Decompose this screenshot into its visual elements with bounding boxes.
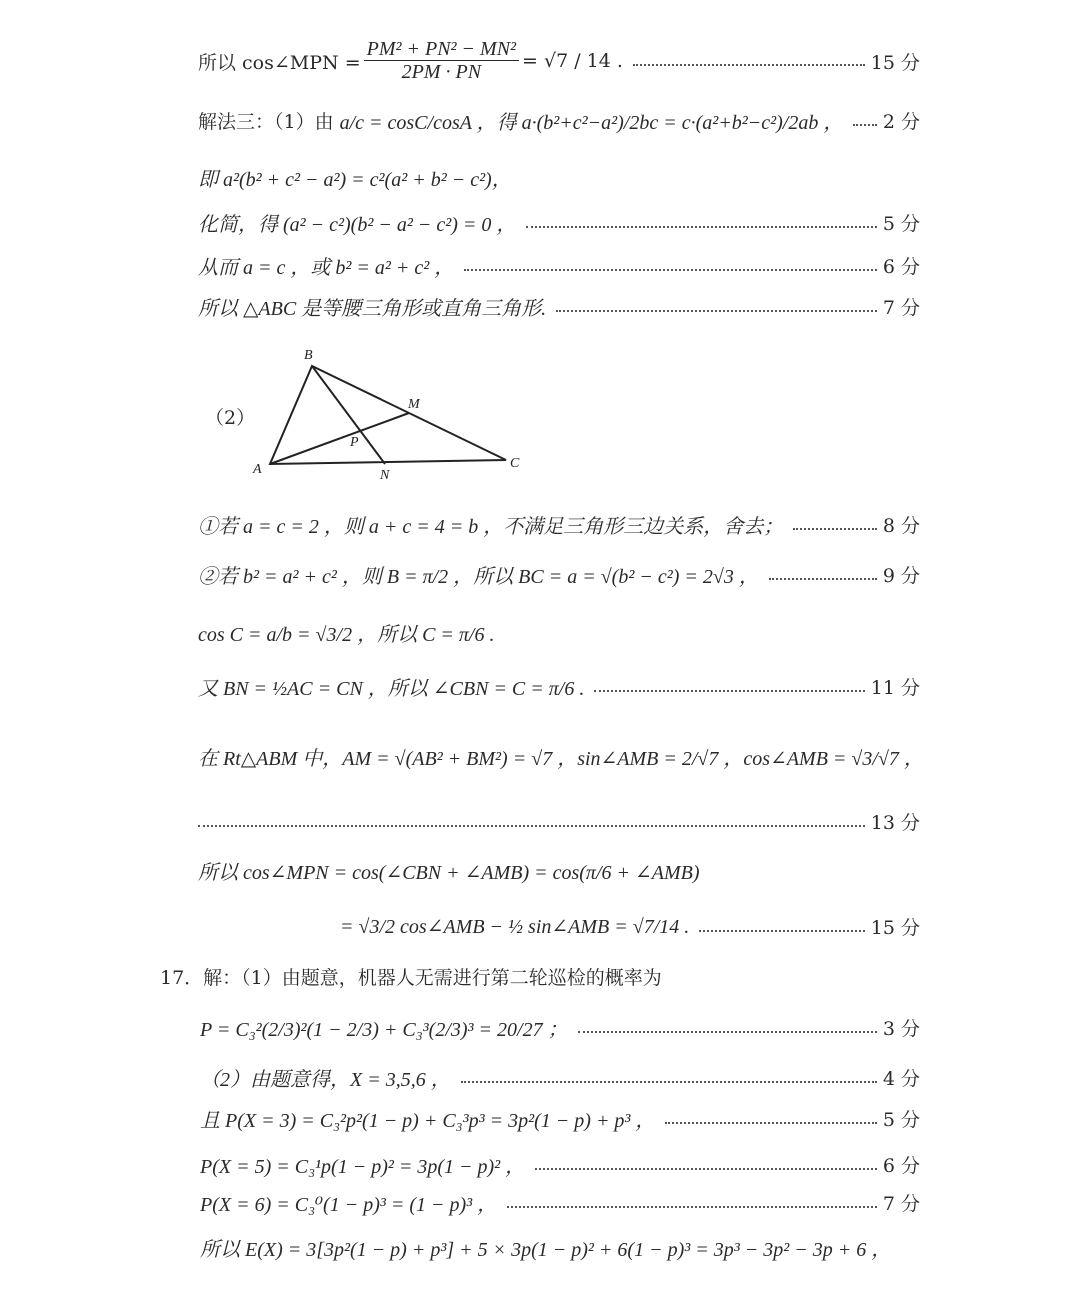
formula-line xyxy=(200,1233,960,1262)
formula-text: 所以 △ABC 是等腰三角形或直角三角形. xyxy=(198,298,547,320)
formula-line xyxy=(198,38,920,84)
score: 7 分 xyxy=(882,297,920,319)
formula-line xyxy=(198,618,920,647)
formula-line xyxy=(200,1150,920,1179)
triangle-diagram xyxy=(200,340,540,490)
formula-line xyxy=(198,856,920,885)
formula-text: a/c = cosC/cosA ，得 a·(b²+c²−a²)/2bc = c·(a²+b²−c²)/2ab ， xyxy=(339,112,844,134)
leader-dots xyxy=(699,930,865,932)
formula-text: 即 a²(b² + c² − a²) = c²(a² + b² − c²)， xyxy=(198,169,512,191)
score: 9 分 xyxy=(882,565,920,587)
point-a-label: A xyxy=(253,462,262,477)
formula-text: ①若 a = c = 2 ，则 a + c = 4 = b ，不满足三角形三边关系，舍去； xyxy=(198,516,784,538)
leader-dots xyxy=(464,269,877,271)
formula-line xyxy=(200,1188,920,1217)
score: 8 分 xyxy=(882,515,920,537)
leader-dots xyxy=(198,825,865,827)
formula-line xyxy=(200,1104,920,1133)
leader-dots xyxy=(461,1081,877,1083)
formula-text: 化简，得 (a² − c²)(b² − a² − c²) = 0 ， xyxy=(198,214,517,236)
point-b-label: B xyxy=(304,348,313,363)
formula-text: ②若 b² = a² + c² ，则 B = π/2 ，所以 BC = a = √(b² − c²) = 2√3 ， xyxy=(198,566,759,588)
leader-dots xyxy=(793,528,877,530)
formula-text: 所以 cos∠MPN = cos(∠CBN + ∠AMB) = cos(π/6 + ∠AMB) xyxy=(198,862,700,884)
leader-dots xyxy=(853,124,877,126)
leader-dots xyxy=(526,226,877,228)
score: 4 分 xyxy=(882,1068,920,1090)
part-label: （2） xyxy=(205,407,256,429)
score: 7 分 xyxy=(882,1193,920,1215)
formula-line xyxy=(198,808,920,835)
point-p-label: P xyxy=(350,435,359,450)
score: 15 分 xyxy=(870,917,920,939)
leader-dots xyxy=(665,1122,876,1124)
segment-bn xyxy=(312,366,385,464)
score: 2 分 xyxy=(882,111,920,133)
formula-text: （2）由题意得，X = 3,5,6 ， xyxy=(200,1069,451,1091)
formula-text: 又 BN = ½AC = CN ，所以 ∠CBN = C = π/6 . xyxy=(198,678,585,700)
score: 15 分 xyxy=(870,51,920,74)
score: 3 分 xyxy=(882,1018,920,1040)
formula-line xyxy=(198,672,920,701)
score: 6 分 xyxy=(882,1155,920,1177)
score: 5 分 xyxy=(882,213,920,235)
point-m-label: M xyxy=(408,397,420,412)
formula-line xyxy=(198,208,920,237)
formula-line xyxy=(198,163,920,192)
formula-line xyxy=(198,292,920,321)
formula-line xyxy=(198,742,930,771)
formula-line xyxy=(198,106,920,135)
leader-dots xyxy=(507,1206,877,1208)
formula-line xyxy=(200,1063,920,1092)
formula-text: 从而 a = c ，或 b² = a² + c² ， xyxy=(198,257,455,279)
triangle-abc xyxy=(270,366,506,464)
formula-line xyxy=(198,251,920,280)
leader-dots xyxy=(594,690,864,692)
formula-line xyxy=(198,560,920,589)
formula-line xyxy=(340,913,920,940)
segment-am xyxy=(270,413,409,464)
formula-text: P = C₃²(2/3)²(1 − 2/3) + C₃³(2/3)³ = 20/27 ； xyxy=(200,1019,568,1041)
score: 13 分 xyxy=(870,812,920,834)
point-n-label: N xyxy=(380,468,390,483)
formula-text: 所以 E(X) = 3[3p²(1 − p) + p³] + 5 × 3p(1 − p)² + 6(1 − p)³ = 3p³ − 3p² − 3p + 6 ， xyxy=(200,1239,892,1261)
fraction: $\frac{\text{PM² + PN² − MN²}}{2PM \cdot PN}$ xyxy=(364,38,519,84)
leader-dots xyxy=(769,578,877,580)
leader-dots xyxy=(556,310,877,312)
formula-text: 在 Rt△ABM 中，AM = √(AB² + BM²) = √7 ，sin∠AMB = 2/√7 ，cos∠AMB = √3/√7 ， xyxy=(198,748,924,770)
score: 5 分 xyxy=(882,1109,920,1131)
formula-line xyxy=(198,510,920,539)
formula-text: = √3/2 cos∠AMB − ½ sin∠AMB = √7/14 . xyxy=(340,916,690,938)
formula-text: cos C = a/b = √3/2 ，所以 C = π/6 . xyxy=(198,624,495,646)
score: 6 分 xyxy=(882,256,920,278)
formula-text: P(X = 5) = C₃¹p(1 − p)² = 3p(1 − p)² ， xyxy=(200,1156,526,1178)
formula-text: 解法三：（1）由 xyxy=(198,111,334,133)
formula-text: 所以 cos∠MPN = xyxy=(198,51,361,74)
formula-text: 且 P(X = 3) = C₃²p²(1 − p) + C₃³p³ = 3p²(1 − p) + p³ ， xyxy=(200,1110,656,1132)
formula-text: = √7 / 14 . xyxy=(522,50,623,72)
leader-dots xyxy=(578,1031,877,1033)
point-c-label: C xyxy=(510,456,520,471)
question-17-heading: 17．解：（1）由题意，机器人无需进行第二轮巡检的概率为 xyxy=(160,967,662,989)
leader-dots xyxy=(535,1168,877,1170)
leader-dots xyxy=(633,64,865,66)
formula-line xyxy=(200,1013,920,1042)
formula-text: P(X = 6) = C₃⁰(1 − p)³ = (1 − p)³ ， xyxy=(200,1194,498,1216)
score: 11 分 xyxy=(870,677,920,699)
